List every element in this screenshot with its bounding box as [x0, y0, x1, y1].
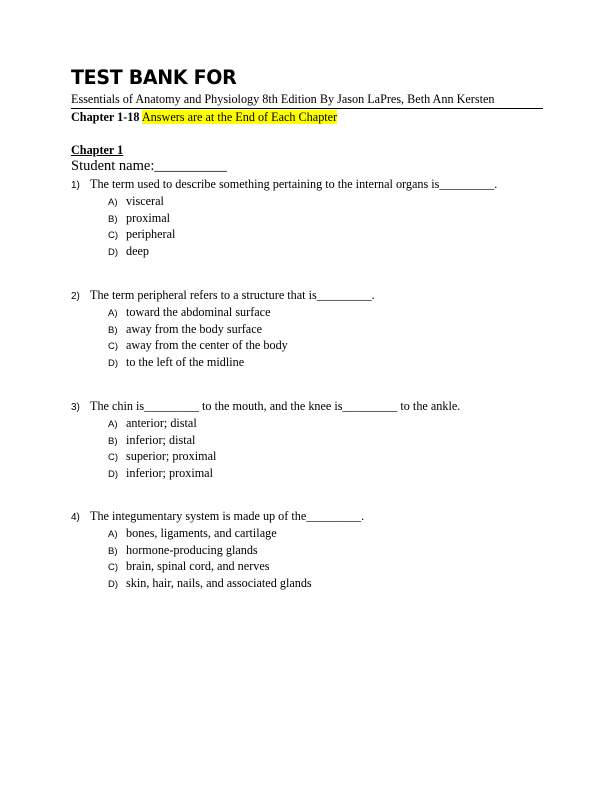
question-number: 4): [71, 512, 80, 523]
option-letter: B): [108, 545, 118, 557]
option-letter: A): [108, 308, 118, 319]
option-text: visceral: [126, 194, 164, 208]
option-text: away from the center of the body: [126, 338, 288, 353]
question-stem: [71, 176, 551, 194]
question-3: [71, 398, 551, 483]
answer-option-a: [108, 305, 551, 322]
question-text: The integumentary system is made up of the_________.: [90, 509, 365, 523]
title-divider: [71, 108, 543, 109]
option-text: inferior; proximal: [126, 466, 213, 481]
answer-option-c: [108, 559, 551, 576]
option-letter: A): [108, 419, 118, 430]
answer-option-c: [108, 449, 551, 466]
question-stem: [71, 398, 551, 416]
option-letter: D): [108, 247, 119, 259]
chapter-range-line: [71, 110, 337, 125]
option-text: anterior; distal: [126, 416, 197, 430]
option-text: deep: [126, 244, 150, 259]
option-letter: D): [108, 579, 119, 591]
option-letter: A): [108, 529, 118, 540]
option-letter: A): [108, 197, 118, 208]
question-text: The chin is_________ to the mouth, and the knee is_________ to the ankle.: [90, 399, 461, 413]
answer-options: [71, 526, 551, 593]
question-1: [71, 176, 551, 261]
question-stem: [71, 508, 551, 526]
answer-option-d: [108, 576, 551, 593]
answer-option-a: [108, 416, 551, 433]
answer-option-c: [108, 338, 551, 355]
option-letter: C): [108, 341, 119, 353]
question-number: 2): [71, 291, 80, 302]
answer-option-a: [108, 194, 551, 211]
option-text: toward the abdominal surface: [126, 305, 271, 319]
answer-option-c: [108, 227, 551, 244]
answer-option-d: [108, 244, 551, 261]
option-letter: B): [108, 435, 118, 447]
document-title: TEST BANK FOR: [71, 66, 237, 90]
student-name-field: Student name:__________: [71, 158, 227, 174]
option-letter: B): [108, 324, 118, 336]
option-text: bones, ligaments, and cartilage: [126, 526, 277, 540]
answers-note-highlight: Answers are at the End of Each Chapter: [141, 110, 338, 124]
question-stem: [71, 287, 551, 305]
answer-option-d: [108, 355, 551, 372]
option-text: peripheral: [126, 227, 176, 242]
question-text: The term used to describe something pertaining to the internal organs is_________.: [90, 177, 498, 191]
answer-options: [71, 416, 551, 483]
option-text: inferior; distal: [126, 432, 196, 447]
question-number: 1): [71, 180, 80, 191]
question-4: [71, 508, 551, 593]
answer-option-b: [108, 433, 551, 450]
question-text: The term peripheral refers to a structure that is_________.: [90, 288, 375, 302]
question-number: 3): [71, 402, 80, 413]
answer-options: [71, 194, 551, 261]
chapter-range: Chapter 1-18: [71, 110, 140, 124]
option-letter: C): [108, 230, 119, 242]
option-text: hormone-producing glands: [126, 542, 258, 557]
answer-option-b: [108, 211, 551, 228]
option-letter: C): [108, 562, 119, 574]
option-text: to the left of the midline: [126, 355, 245, 370]
question-2: [71, 287, 551, 372]
option-letter: D): [108, 469, 119, 481]
answer-option-a: [108, 526, 551, 543]
option-text: skin, hair, nails, and associated glands: [126, 576, 312, 591]
answer-option-b: [108, 543, 551, 560]
document-subtitle: Essentials of Anatomy and Physiology 8th Edition By Jason LaPres, Beth Ann Kersten: [71, 92, 495, 106]
answer-options: [71, 305, 551, 372]
option-text: superior; proximal: [126, 449, 217, 464]
option-letter: B): [108, 213, 118, 225]
option-text: away from the body surface: [126, 321, 263, 336]
answer-option-d: [108, 466, 551, 483]
option-text: proximal: [126, 210, 171, 225]
option-letter: C): [108, 452, 119, 464]
option-text: brain, spinal cord, and nerves: [126, 559, 270, 574]
chapter-heading: Chapter 1: [71, 143, 124, 157]
answer-option-b: [108, 322, 551, 339]
option-letter: D): [108, 358, 119, 370]
